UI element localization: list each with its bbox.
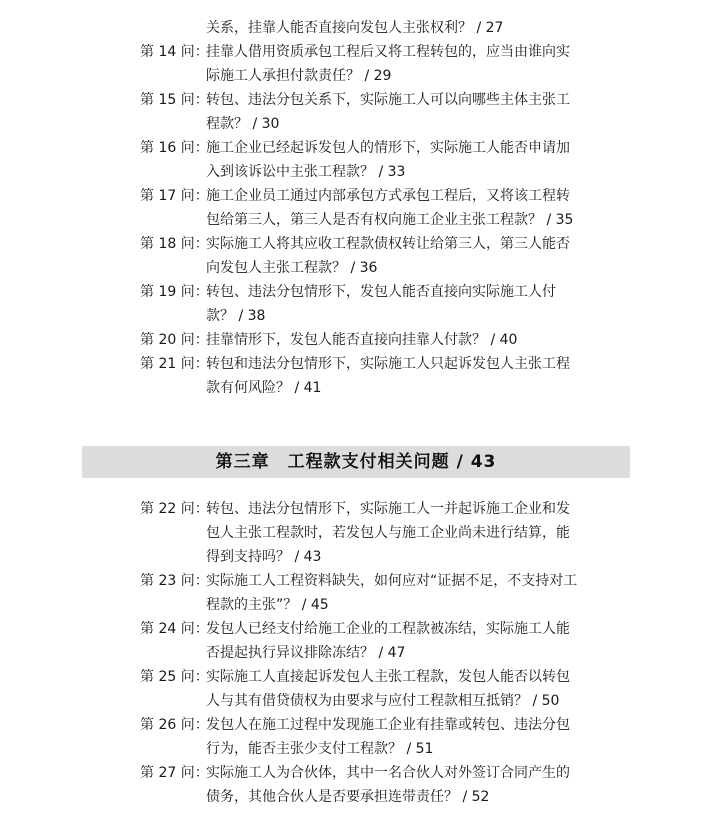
toc-entry-number: 第 16 问： [140,140,209,156]
toc-entry-text: 实际施工人将其应收工程款债权转让给第三人，第三人能否向发包人主张工程款？ / 36 [206,236,570,276]
toc-entry-24 [140,617,580,665]
toc-entry-18 [140,232,580,280]
toc-entry-26 [140,713,580,761]
toc-entry-text: 施工企业员工通过内部承包方式承包工程后，又将该工程转包给第三人，第三人是否有权向施工企业主张工程款？ / 35 [206,188,574,228]
toc-entry-number: 第 26 问： [140,717,209,733]
toc-entry-21 [140,352,580,400]
toc-entry-25 [140,665,580,713]
toc-entry-15 [140,88,580,136]
chapter-label: 第三章 [215,452,270,472]
toc-entry-text: 转包、违法分包情形下，发包人能否直接向实际施工人付款？ / 38 [206,284,556,324]
toc-entry-17 [140,184,580,232]
toc-entry-text: 施工企业已经起诉发包人的情形下，实际施工人能否申请加入到该诉讼中主张工程款？ / 33 [206,140,570,180]
toc-entry-number: 第 20 问： [140,332,209,348]
toc-entry-text: 转包、违法分包情形下，实际施工人一并起诉施工企业和发包人主张工程款时，若发包人与施工企业尚未进行结算，能得到支持吗？ / 43 [206,501,570,565]
toc-entry-number: 第 19 问： [140,284,209,300]
toc-entry-text: 挂靠人借用资质承包工程后又将工程转包的，应当由谁向实际施工人承担付款责任？ / 29 [206,44,570,84]
toc-entry-text: 实际施工人直接起诉发包人主张工程款，发包人能否以转包人与其有借贷债权为由要求与应付工程款相互抵销？ / 50 [206,669,570,709]
toc-entry-text: 关系，挂靠人能否直接向发包人主张权利？ / 27 [206,20,504,36]
toc-entry-number: 第 17 问： [140,188,209,204]
toc-entry-23 [140,569,580,617]
chapter-page: / 43 [456,452,497,472]
toc-entry-number: 第 21 问： [140,356,209,372]
toc-entry-number: 第 27 问： [140,765,209,781]
toc-entry-text: 转包、违法分包关系下，实际施工人可以向哪些主体主张工程款？ / 30 [206,92,570,132]
toc-entry-number: 第 24 问： [140,621,209,637]
toc-entry-text: 挂靠情形下，发包人能否直接向挂靠人付款？ / 40 [206,332,518,348]
toc-entry-number: 第 18 问： [140,236,209,252]
toc-entry-22 [140,497,580,569]
toc-entry-19 [140,280,580,328]
toc-entry-text: 发包人已经支付给施工企业的工程款被冻结，实际施工人能否提起执行异议排除冻结？ / 47 [206,621,570,661]
toc-entry-27 [140,761,580,809]
toc-entry-number: 第 22 问： [140,501,209,517]
toc-entry-number: 第 25 问： [140,669,209,685]
toc-entry-number: 第 15 问： [140,92,209,108]
toc-entry-text: 实际施工人为合伙体，其中一名合伙人对外签订合同产生的债务，其他合伙人是否要承担连带责任？ / 52 [206,765,570,805]
toc-entry-text: 转包和违法分包情形下，实际施工人只起诉发包人主张工程款有何风险？ / 41 [206,356,570,396]
chapter-title: 工程款支付相关问题 [287,452,450,472]
toc-entry-14 [140,40,580,88]
toc-entry-16 [140,136,580,184]
chapter-heading [82,446,630,478]
toc-entry-text: 发包人在施工过程中发现施工企业有挂靠或转包、违法分包行为，能否主张少支付工程款？ / 51 [206,717,570,757]
toc-entry-number: 第 23 问： [140,573,209,589]
toc-entry-number: 第 14 问： [140,44,209,60]
toc-entry-text: 实际施工人工程资料缺失，如何应对“证据不足，不支持对工程款的主张”？ / 45 [206,573,578,613]
toc-entry-continuation [140,16,580,40]
toc-entry-20 [140,328,580,352]
